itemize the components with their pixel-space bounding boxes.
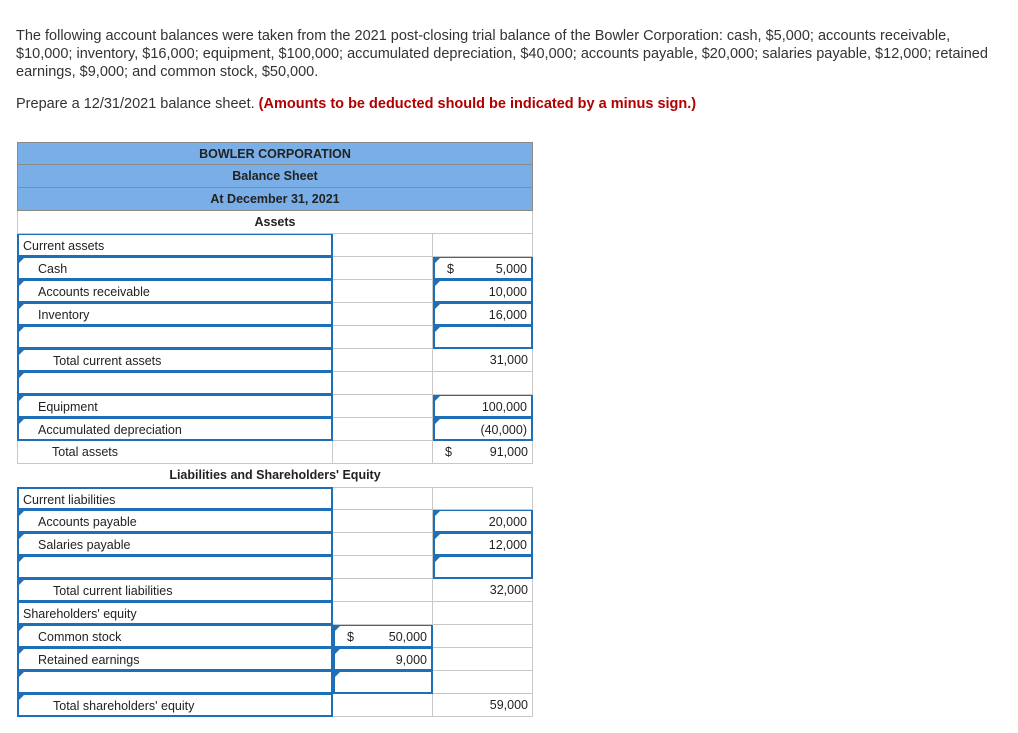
company-name: BOWLER CORPORATION: [17, 142, 533, 165]
amount-cell: [433, 671, 533, 694]
blank-amount-input[interactable]: [433, 556, 533, 579]
statement-date: At December 31, 2021: [17, 188, 533, 211]
amount-cell: [333, 487, 433, 510]
blank-amount-input[interactable]: [333, 671, 433, 694]
cash-label-input[interactable]: Cash: [17, 257, 333, 280]
row-blank: [17, 671, 533, 694]
amount-cell: [333, 257, 433, 280]
total-sh-equity-amount: 59,000: [433, 694, 533, 717]
question-text: The following account balances were taken from the 2021 post-closing trial balance of the Bowler Corporation: cash, $5,000; accounts receivable, $10,000; inventory, $16,000; equipment, $100,000; accumulated depreciation, $40,000; accounts payable, $20,000; salaries payable, $12,000; retained earnings, $9,000; and common stock, $50,000.: [16, 28, 988, 80]
instruction-hint: (Amounts to be deducted should be indicated by a minus sign.): [258, 96, 697, 112]
amount-cell: [333, 441, 433, 464]
retained-earnings-amount-input[interactable]: 9,000: [333, 648, 433, 671]
amount-cell: [333, 326, 433, 349]
blank-label-input[interactable]: [17, 326, 333, 349]
row-cash: [17, 257, 533, 280]
balance-sheet-table: [17, 142, 533, 717]
accum-dep-label-input[interactable]: Accumulated depreciation: [17, 418, 333, 441]
amount-cell: [333, 602, 433, 625]
ap-label-input[interactable]: Accounts payable: [17, 510, 333, 533]
ar-label-input[interactable]: Accounts receivable: [17, 280, 333, 303]
total-current-liab-amount: 32,000: [433, 579, 533, 602]
common-stock-amount-input[interactable]: $ 50,000: [333, 625, 433, 648]
total-current-assets-amount: 31,000: [433, 349, 533, 372]
amount-cell: [333, 579, 433, 602]
equipment-label-input[interactable]: Equipment: [17, 395, 333, 418]
row-shareholders-equity: [17, 602, 533, 625]
common-stock-label-input[interactable]: Common stock: [17, 625, 333, 648]
retained-earnings-label-input[interactable]: Retained earnings: [17, 648, 333, 671]
question-instruction: [16, 95, 1006, 113]
total-assets-amount: $ 91,000: [433, 441, 533, 464]
row-accumulated-depreciation: [17, 418, 533, 441]
cash-amount-input[interactable]: $ 5,000: [433, 257, 533, 280]
amount-cell: [333, 510, 433, 533]
total-current-assets-label-input[interactable]: Total current assets: [17, 349, 333, 372]
row-inventory: [17, 303, 533, 326]
salaries-amount-input[interactable]: 12,000: [433, 533, 533, 556]
ar-amount-input[interactable]: 10,000: [433, 280, 533, 303]
equipment-amount-input[interactable]: 100,000: [433, 395, 533, 418]
question-prompt: [16, 27, 1006, 127]
sh-equity-label-input[interactable]: Shareholders' equity: [17, 602, 333, 625]
amount-cell: [433, 372, 533, 395]
row-total-assets: [17, 441, 533, 464]
current-liabilities-label-input[interactable]: Current liabilities: [17, 487, 333, 510]
row-blank: [17, 372, 533, 395]
inventory-amount-input[interactable]: 16,000: [433, 303, 533, 326]
row-accounts-receivable: [17, 280, 533, 303]
statement-title: Balance Sheet: [17, 165, 533, 188]
row-common-stock: [17, 625, 533, 648]
salaries-label-input[interactable]: Salaries payable: [17, 533, 333, 556]
total-sh-equity-label-input[interactable]: Total shareholders' equity: [17, 694, 333, 717]
amount-cell: [333, 533, 433, 556]
row-blank: [17, 556, 533, 579]
accum-dep-amount-input[interactable]: (40,000): [433, 418, 533, 441]
blank-label-input[interactable]: [17, 556, 333, 579]
blank-amount-input[interactable]: [433, 326, 533, 349]
blank-label-input[interactable]: [17, 372, 333, 395]
instruction-text: Prepare a 12/31/2021 balance sheet.: [16, 96, 255, 112]
amount-cell: [433, 602, 533, 625]
total-current-liab-label-input[interactable]: Total current liabilities: [17, 579, 333, 602]
amount-cell: [333, 395, 433, 418]
amount-cell: [433, 648, 533, 671]
amount-cell: [333, 234, 433, 257]
amount-cell: [333, 556, 433, 579]
row-current-assets: [17, 234, 533, 257]
amount-cell: [333, 694, 433, 717]
amount-cell: [333, 418, 433, 441]
row-accounts-payable: [17, 510, 533, 533]
row-equipment: [17, 395, 533, 418]
amount-cell: [333, 280, 433, 303]
row-current-liabilities: [17, 487, 533, 510]
row-retained-earnings: [17, 648, 533, 671]
inventory-label-input[interactable]: Inventory: [17, 303, 333, 326]
total-assets-label: Total assets: [17, 441, 333, 464]
row-total-current-assets: [17, 349, 533, 372]
assets-heading: Assets: [17, 211, 533, 234]
row-salaries-payable: [17, 533, 533, 556]
current-assets-label-input[interactable]: Current assets: [17, 234, 333, 257]
amount-cell: [333, 372, 433, 395]
row-blank: [17, 326, 533, 349]
row-total-current-liabilities: [17, 579, 533, 602]
row-total-shareholders-equity: [17, 694, 533, 717]
amount-cell: [333, 303, 433, 326]
ap-amount-input[interactable]: 20,000: [433, 510, 533, 533]
amount-cell: [333, 349, 433, 372]
amount-cell: [433, 625, 533, 648]
amount-cell: [433, 487, 533, 510]
blank-label-input[interactable]: [17, 671, 333, 694]
amount-cell: [433, 234, 533, 257]
liabilities-heading: Liabilities and Shareholders' Equity: [169, 468, 381, 482]
